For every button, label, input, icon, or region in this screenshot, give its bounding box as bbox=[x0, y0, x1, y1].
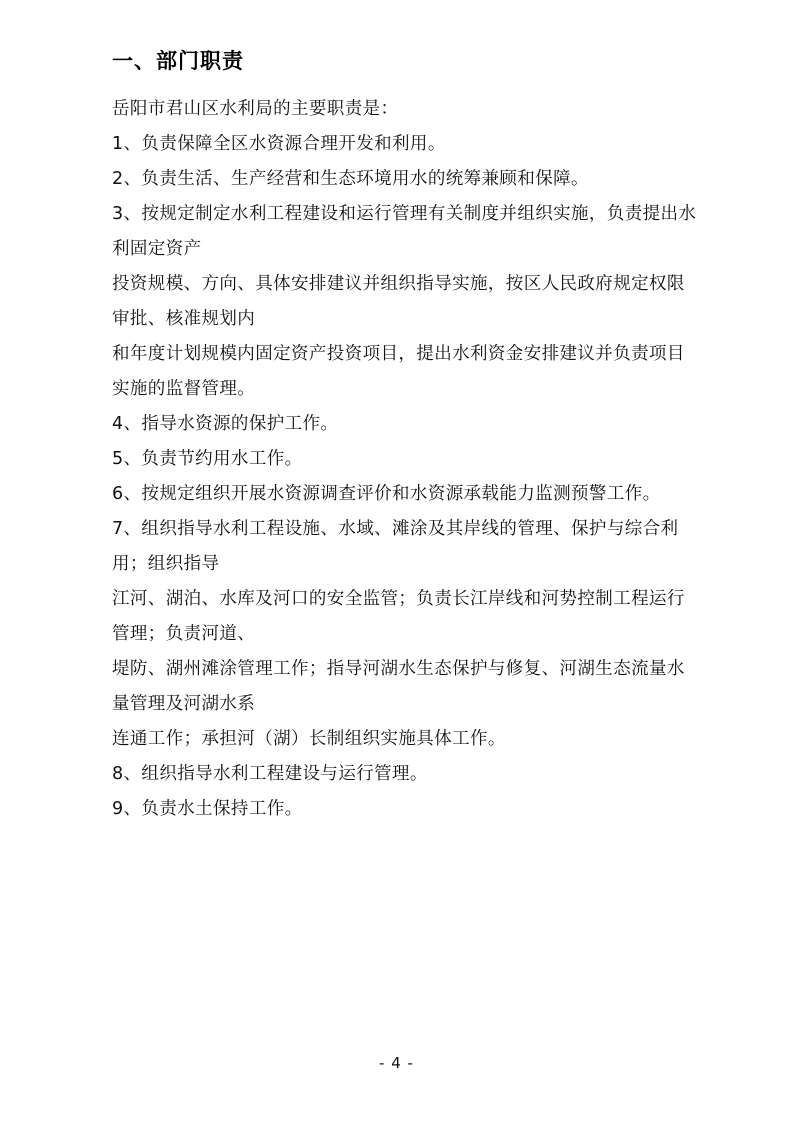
paragraph: 岳阳市君山区水利局的主要职责是： bbox=[112, 98, 399, 119]
page-number: - 4 - bbox=[379, 1054, 414, 1072]
paragraph: 江河、湖泊、水库及河口的安全监管；负责长江岸线和河势控制工程运行管理；负责河道、 bbox=[112, 588, 685, 644]
paragraph: 6、按规定组织开展水资源调查评价和水资源承载能力监测预警工作。 bbox=[112, 483, 661, 504]
paragraph: 连通工作；承担河（湖）长制组织实施具体工作。 bbox=[112, 728, 506, 749]
paragraph: 8、组织指导水利工程建设与运行管理。 bbox=[112, 763, 428, 784]
paragraph: 1、负责保障全区水资源合理开发和利用。 bbox=[112, 133, 446, 154]
paragraph: 7、组织指导水利工程设施、水域、滩涂及其岸线的管理、保护与综合利用；组织指导 bbox=[112, 518, 679, 574]
paragraph: 和年度计划规模内固定资产投资项目，提出水利资金安排建议并负责项目实施的监督管理。 bbox=[112, 343, 685, 399]
paragraph: 5、负责节约用水工作。 bbox=[112, 448, 303, 469]
paragraph: 3、按规定制定水利工程建设和运行管理有关制度并组织实施，负责提出水利固定资产 bbox=[112, 203, 697, 259]
paragraph: 4、指导水资源的保护工作。 bbox=[112, 413, 339, 434]
paragraph: 9、负责水土保持工作。 bbox=[112, 798, 303, 819]
paragraph: 2、负责生活、生产经营和生态环境用水的统筹兼顾和保障。 bbox=[112, 168, 589, 189]
paragraph: 堤防、湖州滩涂管理工作；指导河湖水生态保护与修复、河湖生态流量水量管理及河湖水系 bbox=[112, 658, 685, 714]
page-title: 一、部门职责 bbox=[112, 49, 244, 73]
paragraph: 投资规模、方向、具体安排建议并组织指导实施，按区人民政府规定权限审批、核准规划内 bbox=[112, 273, 685, 329]
document-body bbox=[112, 46, 700, 827]
